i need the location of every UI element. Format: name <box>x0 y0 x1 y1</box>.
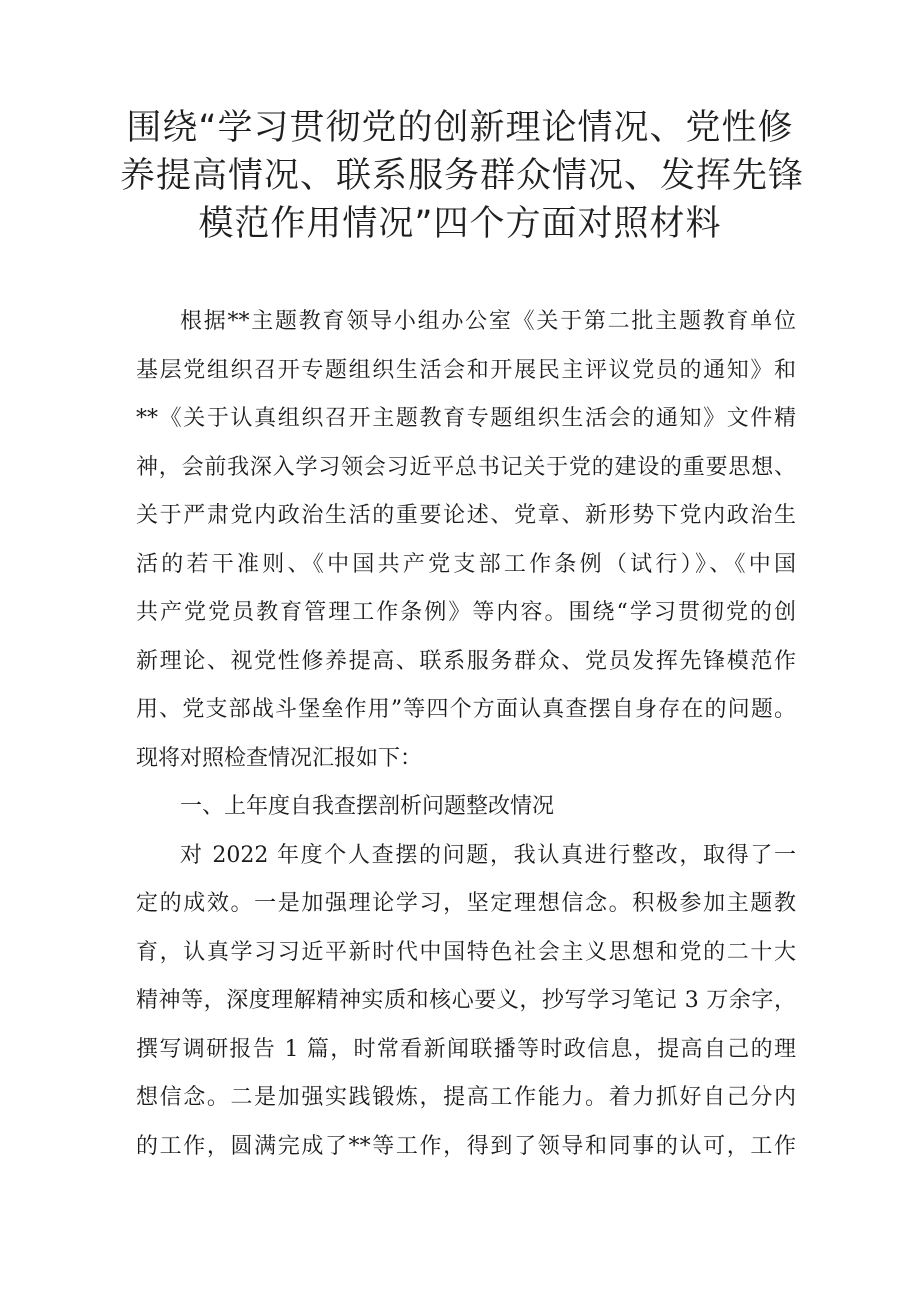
text-line: 的工作，圆满完成了**等工作，得到了领导和同事的认可，工作 <box>136 1133 796 1159</box>
title-line: 围绕“学习贯彻党的创新理论情况、党性修 <box>126 108 794 148</box>
text-line: 育，认真学习习近平新时代中国特色社会主义思想和党的二十大 <box>136 939 796 965</box>
text-line: 基层党组织召开专题组织生活会和开展民主评议党员的通知》和 <box>136 357 796 383</box>
text-line: 对 2022 年度个人查摆的问题，我认真进行整改，取得了一 <box>180 842 796 868</box>
text-line: 想信念。二是加强实践锻炼，提高工作能力。着力抓好自己分内 <box>136 1085 796 1110</box>
document-title <box>120 104 805 248</box>
text-line: 共产党党员教育管理工作条例》等内容。围绕“学习贯彻党的创 <box>136 600 796 625</box>
text-line: 撰写调研报告 1 篇，时常看新闻联播等时政信息，提高自己的理 <box>136 1036 796 1062</box>
paragraph-rectification <box>136 832 796 1172</box>
text-line: 新理论、视党性修养提高、联系服务群众、党员发挥先锋模范作 <box>136 648 796 674</box>
paragraph-intro <box>136 298 796 783</box>
text-line: 根据**主题教育领导小组办公室《关于第二批主题教育单位 <box>180 309 796 334</box>
title-line: 模范作用情况”四个方面对照材料 <box>198 204 722 244</box>
text-line: 定的成效。一是加强理论学习，坚定理想信念。积极参加主题教 <box>136 891 796 916</box>
text-line: 神，会前我深入学习领会习近平总书记关于党的建设的重要思想、 <box>136 454 796 480</box>
text-line: 活的若干准则、《中国共产党支部工作条例（试行）》、《中国 <box>136 551 796 577</box>
text-line: 用、党支部战斗堡垒作用”等四个方面认真查摆自身存在的问题。 <box>136 697 796 722</box>
text-line: 精神等，深度理解精神实质和核心要义，抄写学习笔记 3 万余字， <box>136 988 796 1013</box>
section-heading: 一、上年度自我查摆剖析问题整改情况 <box>180 794 555 819</box>
text-line: 现将对照检查情况汇报如下： <box>136 745 423 771</box>
text-line: 关于严肃党内政治生活的重要论述、党章、新形势下党内政治生 <box>136 503 796 528</box>
title-line: 养提高情况、联系服务群众情况、发挥先锋 <box>120 156 805 196</box>
document-body <box>136 298 796 1171</box>
text-line: **《关于认真组织召开主题教育专题组织生活会的通知》文件精 <box>136 406 796 431</box>
